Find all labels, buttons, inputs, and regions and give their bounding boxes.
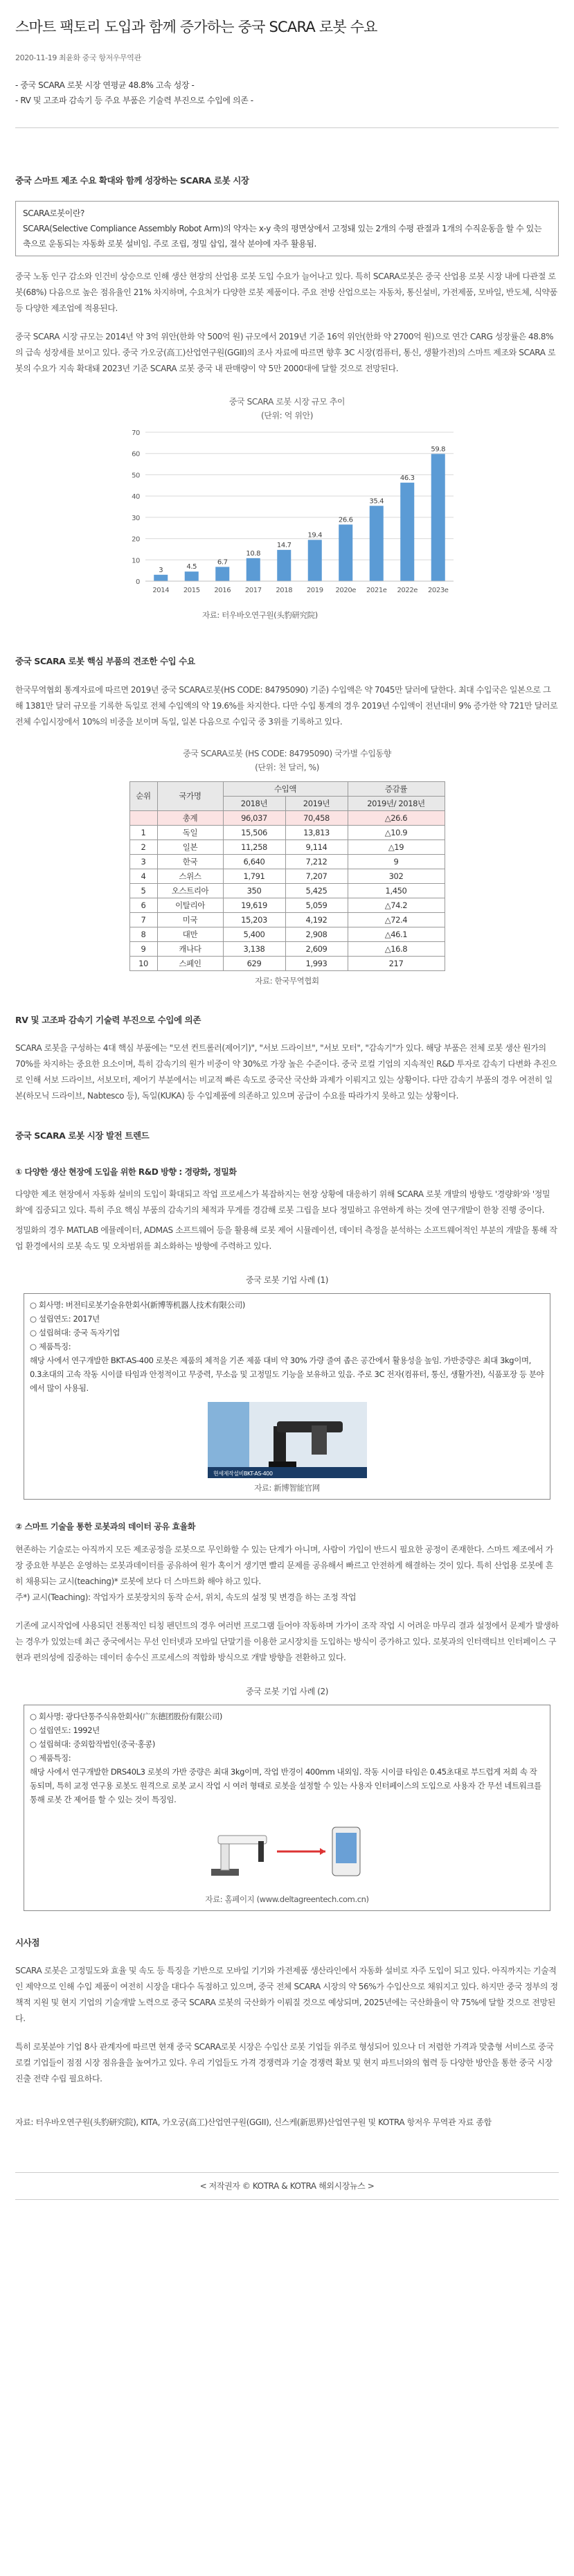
table-cell-gr: △74.2 [348, 898, 445, 912]
table-cell-y2019: 13,813 [285, 825, 348, 840]
chart-title: 중국 SCARA 로봇 시장 규모 추이 [228, 397, 346, 407]
table-row [129, 883, 445, 898]
y-tick-label: 10 [131, 557, 140, 565]
import-table [129, 781, 445, 971]
table-cell-y2019: 70,458 [285, 810, 348, 825]
case-line: ○ 제품특징: [30, 1342, 71, 1352]
paragraph: 중국 노동 인구 감소와 인건비 상승으로 인해 생산 현장의 산업용 로봇 도입 수요가 늘어나고 있다. 특히 SCARA로봇은 중국 산업용 로봇 시장 내에 다관절 로봇(68%) 다음으로 높은 점유율인 21% 차지하며, 수요처가 다양한 로봇 제품이다. 주요 전방 산업으로는 자동차, 통신설비, 가전제품, 모바일, 반도체, 식약품 등 다양한 제조업에 적용된다. [15, 272, 557, 314]
divider [15, 127, 559, 128]
table-cell-y2018: 3,138 [223, 941, 285, 956]
table-cell-rank: 1 [129, 825, 157, 840]
case-line: ○ 회사명: 버전티로봇기술유한회사(新博等机器人技术有限公司) [30, 1300, 245, 1311]
table-row [129, 825, 445, 840]
table-cell-gr: 217 [348, 956, 445, 970]
market-chart-figure [15, 395, 559, 623]
chart-source: 자료: 터우바오연구원(头豹研究院) [202, 610, 318, 621]
table-cell-country: 이탈리아 [157, 898, 223, 912]
case-line: ○ 설립혀대: 중국 독자기업 [30, 1328, 120, 1338]
table-cell-y2019: 5,425 [285, 883, 348, 898]
table-row [129, 941, 445, 956]
case-source: 자료: 홈페이지 (www.deltagreentech.com.cn) [205, 1894, 369, 1904]
table-row [129, 956, 445, 970]
table-source: 자료: 한국무역협회 [255, 975, 319, 986]
table-cell-gr: △10.9 [348, 825, 445, 840]
section-title: 시사점 [15, 1937, 40, 1948]
table-unit: (단위: 천 달러, %) [255, 762, 319, 772]
table-cell-y2018: 6,640 [223, 854, 285, 869]
table-cell-country: 독일 [157, 825, 223, 840]
bar [154, 575, 168, 581]
table-cell-y2019: 7,212 [285, 854, 348, 869]
table-cell-country: 오스트리아 [157, 883, 223, 898]
table-cell-gr: 1,450 [348, 883, 445, 898]
final-source: 자료: 터우바오연구원(头豹研究院), KITA, 가오궁(高工)산업연구원(GGII), 신스케(新思界)산업연구원 및 KOTRA 항저우 무역관 자료 종합 [15, 2117, 492, 2127]
market-size-chart [114, 425, 460, 605]
table-cell-gr: △26.6 [348, 810, 445, 825]
case-line: ○ 설립혀대: 중외합작법인(중국·홍콩) [30, 1739, 155, 1749]
x-tick-label: 2019 [306, 587, 323, 595]
y-tick-label: 0 [135, 578, 140, 587]
header-rank: 순위 [129, 781, 157, 810]
table-cell-country: 캐나다 [157, 941, 223, 956]
table-cell-y2018: 15,506 [223, 825, 285, 840]
section-title: 중국 스마트 제조 수요 확대와 함께 성장하는 SCARA 로봇 시장 [15, 175, 249, 186]
table-cell-y2018: 19,619 [223, 898, 285, 912]
bar [184, 571, 198, 581]
article-title: 스마트 팩토리 도입과 함께 증가하는 중국 SCARA 로봇 수요 [15, 19, 377, 35]
table-cell-y2018: 15,203 [223, 912, 285, 927]
section-title: 중국 SCARA 로봇 시장 발전 트렌드 [15, 1130, 150, 1141]
table-cell-rank: 7 [129, 912, 157, 927]
table-cell-y2018: 96,037 [223, 810, 285, 825]
paragraph: 정밀화의 경우 MATLAB 에뮬레이터, ADMAS 소프트웨어 등을 활용해 로봇 제어 시뮬레이션, 데이터 측정을 분석하는 소프트웨어적인 부분의 개발을 통해 작업 환경에서의 로봇 속도 및 오차범위를 최소화하는 방향에 주력하고 있다. [15, 1225, 557, 1252]
table-cell-rank: 8 [129, 927, 157, 941]
x-tick-label: 2018 [275, 587, 292, 595]
paragraph: SCARA 로봇은 고정밀도와 효율 및 속도 등 특징을 기반으로 모바일 기기와 가전제품 생산라인에서 자동화 설비로 자주 도입이 되고 있다. 아직까지는 기술적인 제약으로 인해 수입 제품이 여전히 시장을 대다수 독점하고 있으며, 중국 전체 SCARA 시장의 약 56%가 수입산으로 채워지고 있다. 하지만 중국 정부의 정책적 지원 및 현지 기업의 기술개발 노력으로 중국 SCARA 로봇의 국산화가 이뤄질 것으로 예상되며, 2025년에는 국산화율이 약 75%에 달할 것으로 전망된다. [15, 1965, 558, 2023]
table-row [129, 869, 445, 883]
table-cell-rank: 5 [129, 883, 157, 898]
data-label: 3 [158, 566, 163, 574]
bar [369, 506, 383, 581]
table-cell-rank [129, 810, 157, 825]
paragraph: 기존에 교시작업에 사용되던 전통적인 티칭 펜던트의 경우 여러번 프로그램 들어야 작동하며 가가이 조작 작업 시 어려운 마무리 결과 설정에서 문제가 발생하는 경우가 있었는데 최근 중국에서는 무선 인터넷과 모바일 단말기를 이용한 교시장치를 도입하는 방식이 증가하고 있다. 로봇과의 인터랙티브 인터페이스 구현과 편의성에 집중하는 데이터 송수신 프로세스의 적합화 방식으로 개발 방향을 전환하고 있다. [15, 1620, 559, 1662]
table-cell-country: 총계 [157, 810, 223, 825]
x-tick-label: 2023e [427, 587, 449, 595]
subsection-title: ② 스마트 기술을 통한 로봇과의 데이터 공유 효율화 [15, 1522, 196, 1532]
y-tick-label: 30 [131, 514, 140, 522]
data-label: 6.7 [217, 558, 228, 567]
chart-unit: (단위: 억 위안) [261, 411, 313, 421]
case-line: 해당 사에서 연구개발한 DRS40L3 로봇의 가반 중량은 최대 3kg이며, 작업 반경이 400mm 내외임. 작동 시이클 타임은 0.45초대로 부드럽게 저희 속 작동되며, 특히 교정 연구용 로봇도 원격으로 로봇 교시 작업 시 여러 형태로 로봇을 설정할 수 있는 사용자 인터페이스의 도입으로 사용자 간 무선 네트워크를 통해 로봇 간 제어를 할 수 있는 것이 특징임. [30, 1766, 541, 1804]
table-row [129, 854, 445, 869]
robot-image-label: 현세제작설비BKT-AS-400 [213, 1471, 273, 1477]
table-cell-y2019: 2,609 [285, 941, 348, 956]
case-box-1 [24, 1293, 550, 1500]
table-cell-y2019: 7,207 [285, 869, 348, 883]
table-cell-y2019: 4,192 [285, 912, 348, 927]
header-2018: 2018년 [223, 796, 285, 810]
footnote: 주*) 교시(Teaching): 작업자가 로봇장치의 동작 순서, 위치, 속도의 설정 및 변경을 하는 조정 작업 [15, 1592, 357, 1602]
section-title: RV 및 고조파 감속기 기술력 부진으로 수입에 의존 [15, 1014, 201, 1025]
table-cell-country: 대만 [157, 927, 223, 941]
case-line: 해당 사에서 연구개발한 BKT-AS-400 로봇은 제품의 체적을 기존 제품 대비 약 30% 가량 줄여 좁은 공간에서 활용성을 높임. 가반중량은 최대 3kg이며, 0.3초대의 고속 작동 시이클 타임과 안정적이고 무중력, 무소음 및 고정밀도 기능을 보유하고 있음. 주로 3C 전자(컴퓨터, 통신, 생활가전), 식품포장 등 분야에서 많이 사용됨. [30, 1356, 544, 1394]
robot-product-image [208, 1402, 367, 1478]
subsection-title: ① 다양한 생산 현장에 도입을 위한 R&D 방향 : 경량화, 정밀화 [15, 1167, 237, 1178]
table-cell-y2018: 5,400 [223, 927, 285, 941]
table-cell-gr: 9 [348, 854, 445, 869]
x-tick-label: 2017 [244, 587, 262, 595]
y-tick-label: 60 [131, 450, 140, 459]
table-cell-country: 미국 [157, 912, 223, 927]
case-line: ○ 설립연도: 1992년 [30, 1725, 100, 1735]
table-cell-gr: △46.1 [348, 927, 445, 941]
table-cell-y2019: 5,059 [285, 898, 348, 912]
table-cell-gr: △16.8 [348, 941, 445, 956]
case-line: ○ 회사명: 광다단통주식유한회사(广东德团股份有限公司) [30, 1711, 223, 1721]
data-label: 4.5 [186, 563, 197, 571]
case-title: 중국 로봇 기업 사례 (1) [246, 1275, 328, 1286]
article-meta: 2020-11-19 최윤화 중국 항저우무역관 [15, 53, 141, 62]
table-cell-rank: 9 [129, 941, 157, 956]
teaching-device-image [197, 1813, 377, 1890]
data-label: 19.4 [307, 531, 322, 540]
header-import: 수입액 [223, 781, 348, 796]
paragraph: 다양한 제조 현장에서 자동화 설비의 도입이 확대되고 작업 프로세스가 복잡하지는 현장 상황에 대응하기 위해 SCARA 로봇 개발의 방향도 '경량화'와 '정밀화'에 집중되고 있다. 특히 주요 핵심 부품의 감속기의 체적과 무게를 경감해 로봇 그립을 보다 정밀하고 유연하게 하는 것에 연구개발이 한창 진행 중이다. [15, 1189, 550, 1216]
definition-box [15, 201, 559, 256]
case-line: ○ 제품특징: [30, 1752, 71, 1763]
table-cell-y2018: 629 [223, 956, 285, 970]
table-cell-rank: 3 [129, 854, 157, 869]
table-figure [15, 747, 559, 988]
table-row [129, 810, 445, 825]
bar [307, 540, 321, 582]
table-cell-country: 스페인 [157, 956, 223, 970]
table-cell-y2018: 11,258 [223, 840, 285, 854]
header-ratio: 2019년/ 2018년 [348, 796, 445, 810]
table-cell-gr: △72.4 [348, 912, 445, 927]
data-label: 10.8 [245, 549, 260, 558]
data-label: 46.3 [400, 474, 415, 482]
header-growth: 증감률 [348, 781, 445, 796]
case-source: 자료: 新博智能官网 [254, 1483, 320, 1493]
y-tick-label: 40 [131, 493, 140, 501]
x-tick-label: 2022e [396, 587, 418, 595]
table-cell-country: 일본 [157, 840, 223, 854]
table-cell-y2018: 1,791 [223, 869, 285, 883]
x-tick-label: 2020e [334, 587, 356, 595]
case-box-2 [24, 1705, 550, 1911]
table-cell-country: 스위스 [157, 869, 223, 883]
table-title: 중국 SCARA로봇 (HS CODE: 84795090) 국가별 수입동향 [183, 748, 391, 758]
paragraph: 한국무역협회 통계자료에 따르면 2019년 중국 SCARA로봇(HS CODE: 84795090) 기준) 수입액은 약 7045만 달러에 달한다. 최대 수입국은 일본으로 그 해 1381만 달러 규모를 기록한 독일로 전체 수입액의 약 19.6%를 차지한다. 다만 수입 통계의 경우 2019년 수입액이 전년대비 9% 증가한 약 721만 달러로 전체 수입시장에서 10%의 비중을 보이며 독일, 일본 다음으로 수입국 중 3위를 기록하고 있다. [15, 684, 558, 727]
table-cell-country: 한국 [157, 854, 223, 869]
paragraph: 특히 로봇분야 기업 8사 관계자에 따르면 현재 중국 SCARA로봇 시장은 수입산 로봇 기업들 위주로 형성되어 있으나 더 저렴한 가격과 맞춤형 서비스로 중국 로컬 기업들이 점점 시장 점유율을 높여가고 있다. 우리 기업들도 가격 경쟁력과 기술 경쟁력 확보 및 현지 파트너와의 협력 등 다양한 방안을 통한 중국 시장 진출 전략 수립 필요하다. [15, 2041, 554, 2084]
y-tick-label: 20 [131, 535, 140, 544]
y-tick-label: 50 [131, 472, 140, 480]
table-cell-rank: 10 [129, 956, 157, 970]
summary-line: - 중국 SCARA 로봇 시장 연평균 48.8% 고속 성장 - [15, 80, 195, 90]
data-label: 26.6 [338, 516, 353, 524]
x-tick-label: 2021e [366, 587, 387, 595]
table-row [129, 898, 445, 912]
bar [277, 550, 291, 581]
table-cell-rank: 6 [129, 898, 157, 912]
table-row [129, 840, 445, 854]
header-country: 국가명 [157, 781, 223, 810]
bar [246, 558, 260, 581]
case-title: 중국 로봇 기업 사례 (2) [246, 1686, 328, 1696]
definition-body: SCARA(Selective Compliance Assembly Robot Arm)의 약자는 x-y 축의 평면상에서 고정돼 있는 2개의 수평 관절과 1개의 수직운동을 할 수 있는 축으로 운동되는 자동화 로봇 설비임. 주로 조립, 정밀 삽입, 절삭 분야에 자주 활용됨. [23, 224, 542, 249]
table-cell-gr: 302 [348, 869, 445, 883]
x-tick-label: 2016 [213, 587, 231, 595]
table-cell-rank: 2 [129, 840, 157, 854]
article-summary [15, 78, 559, 108]
case-line: ○ 설립연도: 2017년 [30, 1314, 100, 1324]
bar [431, 454, 445, 581]
copyright-footer: < 저작권자 © KOTRA & KOTRA 해외시장뉴스 > [15, 2172, 559, 2200]
table-cell-y2018: 350 [223, 883, 285, 898]
summary-line: - RV 및 고조파 감속기 등 주요 부품은 기술력 부진으로 수입에 의존 - [15, 96, 253, 105]
paragraph: SCARA 로봇을 구성하는 4대 핵심 부품에는 "모션 컨트롤러(제어기)", "서보 드라이브", "서보 모터", "감속기"가 있다. 해당 부품은 전체 로봇 생산 원가의 70%를 차지하는 중요한 요소이며, 특히 감속기의 원가 비중이 약 30%로 가장 높은 수준이다. 중국 로컬 기업의 지속적인 R&D 투자로 감속기 다변화 추진으로 인해 서보 드라이브, 서보모터, 제어기 부분에서는 비교적 빠른 속도로 중국산 국산화 과제가 이뤄지고 있는 상황이다. 다만 감속기 부품의 경우 여전히 일본(하모닉 드라이브, Nabtesco 등), 독일(KUKA) 등 수입제품에 의존하고 있으며 공급이 수요를 따라가지 못하고 있는 상황이다. [15, 1042, 557, 1101]
x-tick-label: 2014 [152, 587, 169, 595]
table-cell-gr: △19 [348, 840, 445, 854]
definition-title: SCARA로봇이란? [23, 208, 85, 219]
data-label: 35.4 [368, 497, 384, 506]
data-label: 14.7 [276, 541, 292, 549]
data-label: 59.8 [430, 445, 445, 454]
table-row [129, 912, 445, 927]
bar [400, 483, 414, 581]
paragraph: 중국 SCARA 시장 규모는 2014년 약 3억 위안(한화 약 500억 원) 규모에서 2019년 기준 16억 위안(한화 약 2700억 원)으로 연간 CARG 성장률은 48.8%의 급속 성장세를 보이고 있다. 중국 가오궁(高工)산업연구원(GGII)의 조사 자료에 따르면 향후 3C 시장(컴퓨터, 통신, 생활가전)의 스마트 제조와 SCARA 로봇의 수요가 지속 확대돼 2023년 기준 SCARA 로봇 중국 내 판매량이 약 5만 2000대에 달할 것으로 전망된다. [15, 332, 556, 374]
paragraph: 현존하는 기술로는 아직까지 모든 제조공정을 로봇으로 무인화할 수 있는 단계가 아니며, 사람이 가입이 반드시 필요한 공정이 존재한다. 스마트 제조에서 가장 중요한 부분은 운영하는 로봇과데이터를 공유하여 원가 혹이거 생기면 빨리 문제를 공유해서 빠르고 안전하게 해결하는 것이 있다. 특히 산업용 로봇에 흔히 채용되는 교시(teaching)* 로봇에 보다 더 스마트화 해야 하고 있다. [15, 1544, 553, 1586]
table-cell-y2019: 2,908 [285, 927, 348, 941]
x-tick-label: 2015 [183, 587, 200, 595]
table-cell-y2019: 9,114 [285, 840, 348, 854]
y-tick-label: 70 [131, 429, 140, 438]
table-cell-rank: 4 [129, 869, 157, 883]
section-title: 중국 SCARA 로봇 핵심 부품의 견조한 수입 수요 [15, 656, 195, 667]
bar [339, 524, 352, 581]
table-row [129, 927, 445, 941]
bar [215, 567, 229, 582]
header-2019: 2019년 [285, 796, 348, 810]
table-cell-y2019: 1,993 [285, 956, 348, 970]
